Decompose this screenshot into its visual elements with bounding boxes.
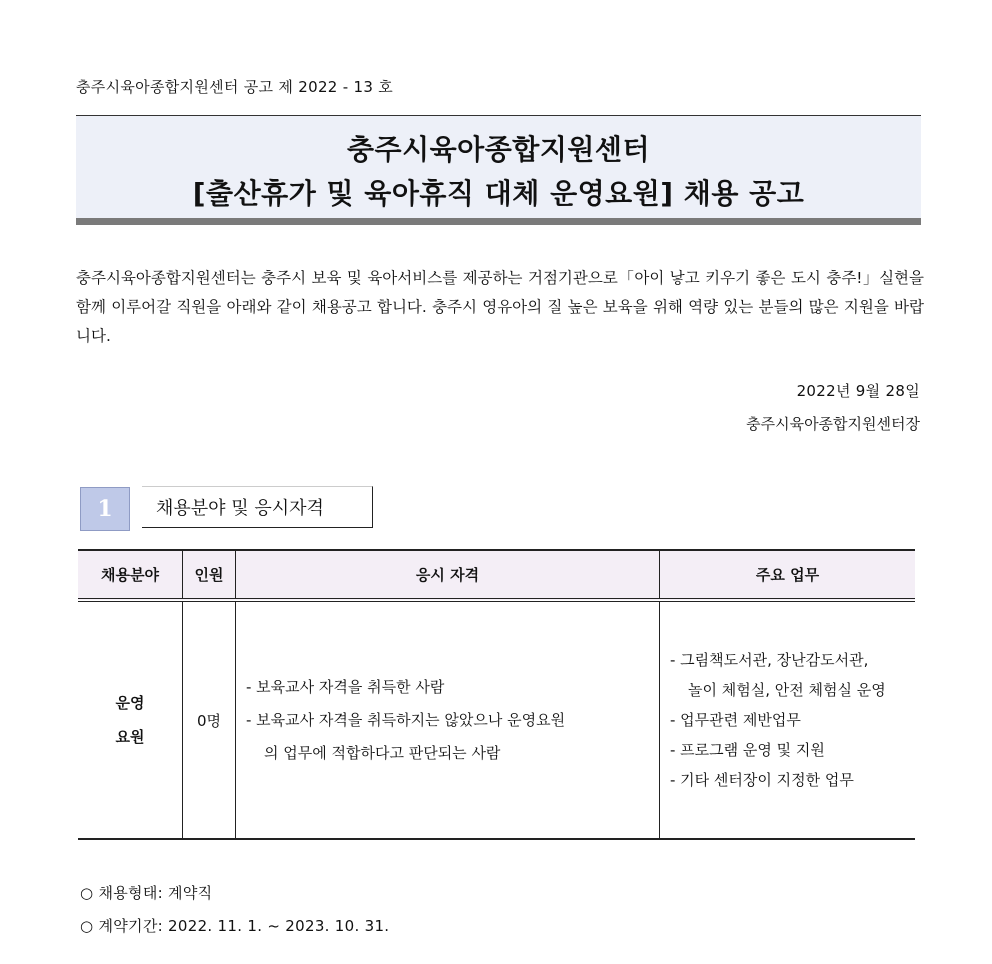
title-banner <box>76 115 921 225</box>
cell-qualification <box>236 600 660 839</box>
employment-period: ○ 계약기간: 2022. 11. 1. ~ 2023. 10. 31. <box>80 917 390 935</box>
field-line: 운영 <box>115 694 145 712</box>
duty-item: - 업무관련 제반업무 <box>670 711 801 729</box>
cell-field <box>78 600 183 839</box>
title-organization: 충주시육아종합지원센터 <box>346 133 651 166</box>
cell-duties <box>660 600 916 839</box>
header-count: 인원 <box>183 550 236 600</box>
title-recruitment: [출산휴가 및 육아휴직 대체 운영요원] 채용 공고 <box>192 177 805 210</box>
field-line: 요원 <box>115 728 145 746</box>
section-title: 채용분야 및 응시자격 <box>142 486 373 528</box>
qualification-item: - 보육교사 자격을 취득하지는 않았으나 운영요원 <box>246 710 566 729</box>
notice-signer: 충주시육아종합지원센터장 <box>746 415 920 433</box>
notice-date: 2022년 9월 28일 <box>796 382 920 400</box>
cell-count: 0명 <box>183 600 236 839</box>
qualification-item: - 보육교사 자격을 취득한 사람 <box>246 677 445 696</box>
recruitment-table <box>78 549 915 840</box>
header-duties: 주요 업무 <box>660 550 916 600</box>
table-row <box>78 600 915 839</box>
header-field: 채용분야 <box>78 550 183 600</box>
qualification-item: 의 업무에 적합하다고 판단되는 사람 <box>264 743 501 762</box>
employment-type: ○ 채용형태: 계약직 <box>80 884 213 902</box>
duty-item: 놀이 체험실, 안전 체험실 운영 <box>688 681 886 699</box>
duty-item: - 그림책도서관, 장난감도서관, <box>670 651 869 669</box>
duty-item: - 프로그램 운영 및 지원 <box>670 741 825 759</box>
table-header-row <box>78 550 915 600</box>
section-number-badge: 1 <box>80 487 130 531</box>
duty-item: - 기타 센터장이 지정한 업무 <box>670 771 854 789</box>
header-qualification: 응시 자격 <box>236 550 660 600</box>
notice-number: 충주시육아종합지원센터 공고 제 2022 - 13 호 <box>76 78 394 96</box>
intro-paragraph: 충주시육아종합지원센터는 충주시 보육 및 육아서비스를 제공하는 거점기관으로「아이 낳고 키우기 좋은 도시 충주!」실현을 함께 이루어갈 직원을 아래와 같이 채용공고 합니다. 충주시 영유아의 질 높은 보육을 위해 역량 있는 분들의 많은 지원을 바랍니다. <box>76 269 924 345</box>
